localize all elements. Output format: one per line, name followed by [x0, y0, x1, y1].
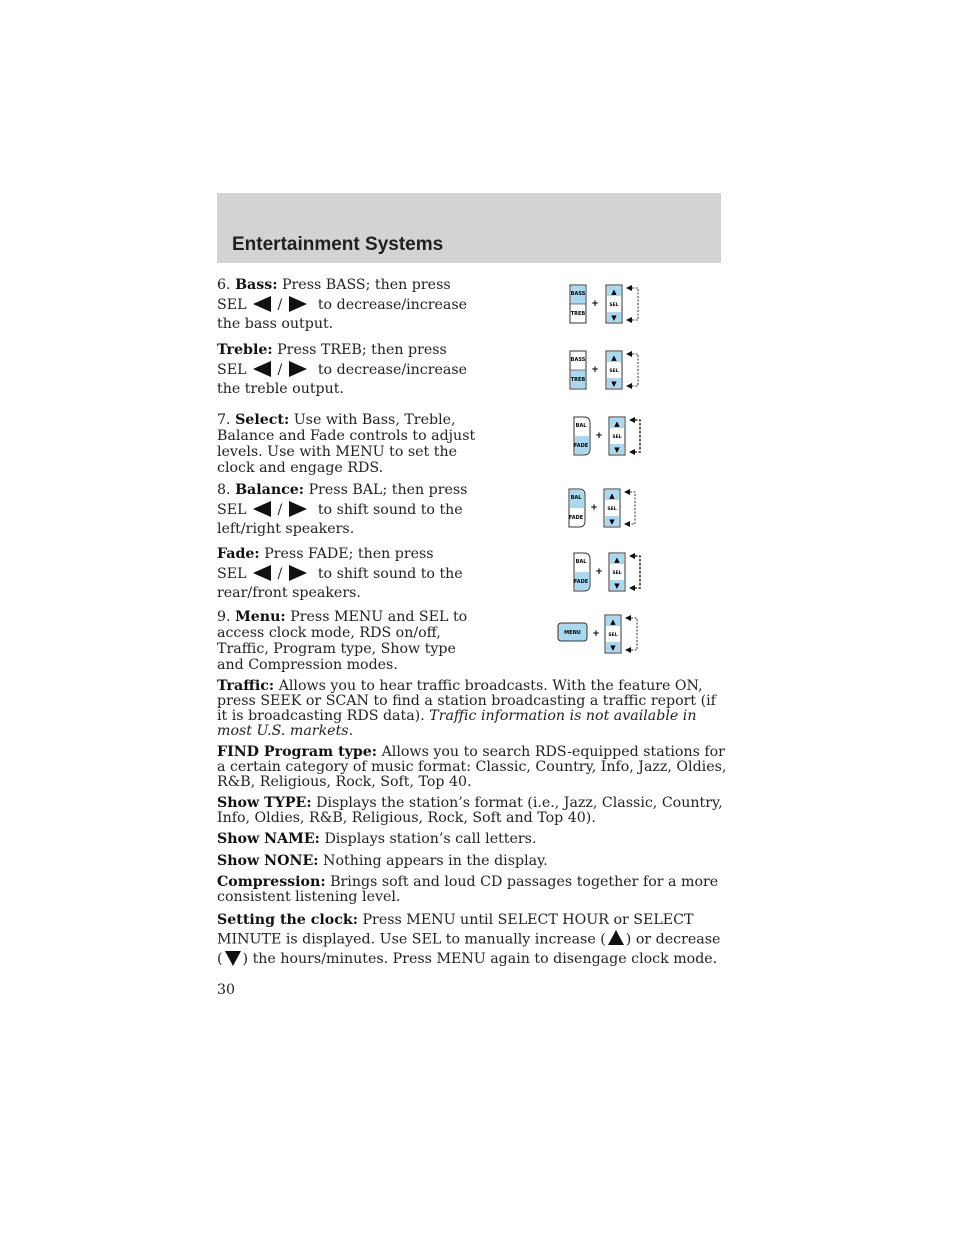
svg-text:SEL: SEL: [609, 303, 619, 308]
bass-sel-illustration: [566, 282, 646, 326]
menu-key-label: MENU: [564, 630, 581, 636]
menu-label: Menu:: [235, 609, 286, 625]
bal-key-label: BAL: [575, 423, 587, 429]
section-header: [217, 193, 721, 263]
sel-up-icon: ▲: [614, 556, 620, 564]
fade-label: Fade:: [217, 546, 260, 562]
select-label: Select:: [235, 412, 290, 428]
sel-up-icon: ▲: [609, 492, 615, 500]
svg-text:SEL: SEL: [612, 435, 622, 440]
select-item: 7. Select: Use with Bass, Treble, Balance and Fade controls to adjust levels. Use with MENU to set the clock and engage RDS.: [217, 412, 476, 476]
fade-key-label: FADE: [568, 515, 584, 521]
arrow-left-icon: [253, 361, 271, 377]
arrow-left-icon: [253, 501, 271, 517]
show-type-paragraph: Show TYPE: Displays the station’s format (i.e., Jazz, Classic, Country, Info, Oldies, R&B, Religious, Rock, Soft and Top 40).: [217, 795, 723, 826]
arrow-left-icon: [253, 296, 271, 312]
menu-sel-illustration: [554, 612, 649, 656]
treble-label: Treble:: [217, 342, 273, 358]
arrow-down-icon: [225, 951, 241, 966]
sel-up-icon: ▲: [611, 354, 617, 362]
sel-down-icon: ▼: [614, 446, 620, 454]
sel-up-icon: ▲: [614, 420, 620, 428]
fade-key-label: FADE: [573, 579, 589, 585]
bass-item: 6. Bass: Press BASS; then press SEL / to decrease/increase the bass output.: [217, 277, 468, 332]
arrow-left-icon: [253, 565, 271, 581]
section-title: Entertainment Systems: [232, 234, 444, 255]
svg-text:+: +: [590, 503, 598, 513]
arrow-right-icon: [289, 296, 307, 312]
balance-sel-illustration: [565, 486, 645, 530]
find-program-paragraph: FIND Program type: Allows you to search RDS-equipped stations for a certain category of music format: Classic, Country, Info, Jazz, Oldies, R&B, Religious, Rock, Soft, Top 40.: [217, 744, 727, 790]
balance-item: 8. Balance: Press BAL; then press SEL / to shift sound to the left/right speakers.: [217, 482, 468, 537]
bal-key-label: BAL: [575, 559, 587, 565]
svg-text:SEL: SEL: [609, 369, 619, 374]
arrow-up-icon: [608, 930, 624, 945]
fade-sel-illustration: [570, 550, 650, 594]
svg-text:+: +: [592, 629, 600, 639]
sel-down-icon: ▼: [611, 314, 617, 322]
svg-text:SEL: SEL: [607, 507, 617, 512]
balance-label: Balance:: [235, 482, 305, 498]
traffic-paragraph: Traffic: Allows you to hear traffic broadcasts. With the feature ON, press SEEK or SCAN to find a station broadcasting a traffic report (if it is broadcasting RDS data). Traffic information is not available in most U.S. markets.: [217, 678, 716, 739]
show-name-paragraph: Show NAME: Displays station’s call letters.: [217, 831, 537, 847]
treble-item: Treble: Press TREB; then press SEL / to decrease/increase the treble output.: [217, 342, 468, 397]
sel-up-icon: ▲: [611, 288, 617, 296]
select-sel-illustration: [570, 414, 650, 458]
bass-label: Bass:: [235, 277, 278, 293]
svg-text:+: +: [591, 365, 599, 375]
sel-down-icon: ▼: [611, 380, 617, 388]
fade-item: Fade: Press FADE; then press SEL / to shift sound to the rear/front speakers.: [217, 546, 463, 601]
show-none-paragraph: Show NONE: Nothing appears in the display.: [217, 853, 548, 869]
compression-paragraph: Compression: Brings soft and loud CD passages together for a more consistent listening level.: [217, 874, 719, 905]
svg-text:+: +: [595, 431, 603, 441]
arrow-right-icon: [289, 361, 307, 377]
svg-text:+: +: [591, 299, 599, 309]
arrow-right-icon: [289, 565, 307, 581]
treble-sel-illustration: [566, 348, 646, 392]
page-number: 30: [217, 982, 236, 998]
sel-down-icon: ▼: [614, 582, 620, 590]
bass-key-label: BASS: [570, 291, 586, 297]
svg-text:SEL: SEL: [608, 633, 618, 638]
bal-key-label: BAL: [570, 495, 582, 501]
arrow-right-icon: [289, 501, 307, 517]
sel-up-icon: ▲: [610, 618, 616, 626]
bass-key-label: BASS: [570, 357, 586, 363]
sel-down-icon: ▼: [609, 518, 615, 526]
svg-text:SEL: SEL: [612, 571, 622, 576]
treb-key-label: TREB: [570, 311, 586, 317]
sel-down-icon: ▼: [610, 644, 616, 652]
treb-key-label: TREB: [570, 377, 586, 383]
clock-paragraph: Setting the clock: Press MENU until SELECT HOUR or SELECT MINUTE is displayed. Use SEL to manually increase ( ) or decrease ( ) the hours/minutes. Press MENU again to disengage clock mode.: [217, 912, 721, 967]
svg-text:+: +: [595, 567, 603, 577]
menu-item: 9. Menu: Press MENU and SEL to access clock mode, RDS on/off, Traffic, Program type, Show type and Compression modes.: [217, 609, 468, 673]
fade-key-label: FADE: [573, 443, 589, 449]
